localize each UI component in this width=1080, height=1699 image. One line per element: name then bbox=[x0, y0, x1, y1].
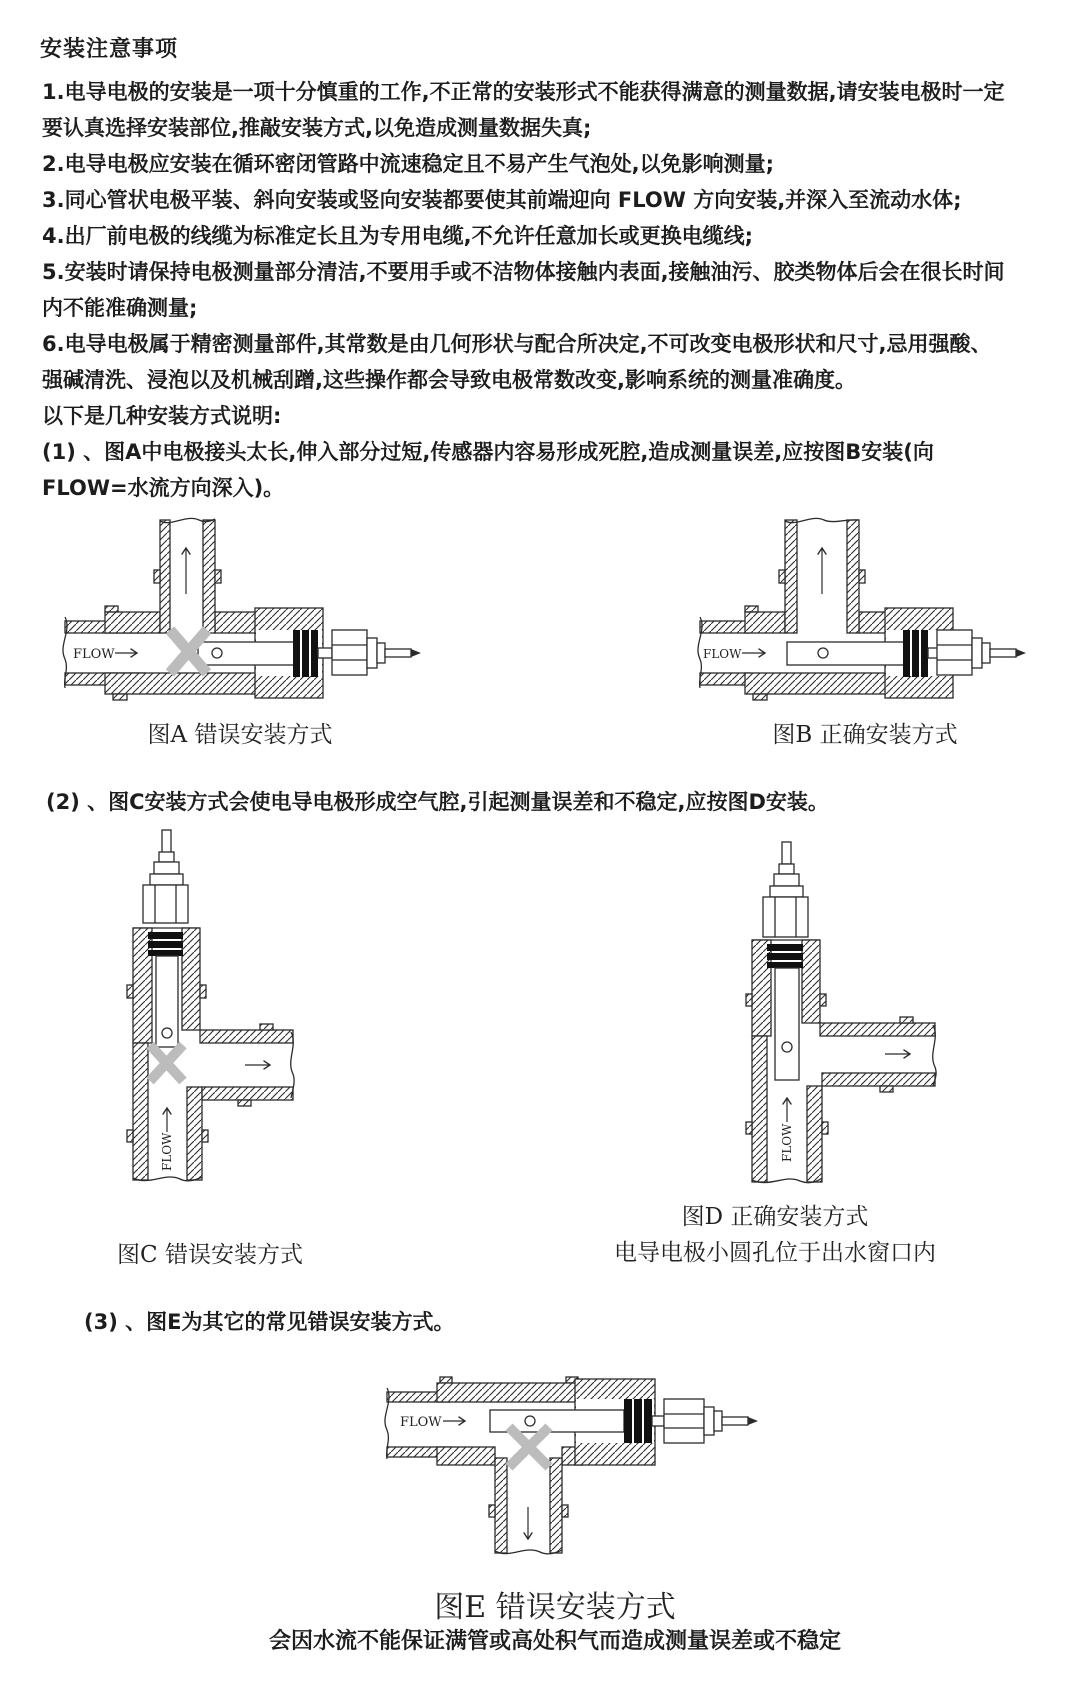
figure-c-diagram bbox=[110, 826, 310, 1186]
seal-rings bbox=[624, 1399, 652, 1443]
page-title: 安装注意事项 bbox=[40, 37, 179, 62]
note-line: (1) 、图A中电极接头太长,伸入部分过短,传感器内容易形成死腔,造成测量误差,应按图B安装(向 bbox=[42, 440, 934, 464]
figure-c-caption: 图C 错误安装方式 bbox=[117, 1242, 303, 1268]
note-line: 以下是几种安装方式说明: bbox=[42, 404, 282, 428]
figure-d-subcaption: 电导电极小圆孔位于出水窗口内 bbox=[614, 1240, 936, 1266]
cable-connector bbox=[972, 638, 1026, 668]
figure-e-caption: 图E 错误安装方式 bbox=[434, 1590, 676, 1625]
x-mark bbox=[150, 1045, 183, 1081]
figure-b-caption: 图B 正确安装方式 bbox=[772, 722, 958, 748]
cable-connector bbox=[704, 1407, 758, 1435]
electrode-hole bbox=[162, 1028, 172, 1038]
figure-e-diagram bbox=[370, 1375, 780, 1570]
figure-b-diagram bbox=[690, 512, 1040, 707]
figure-e-subcaption: 会因水流不能保证满管或高处积气而造成测量误差或不稳定 bbox=[268, 1629, 841, 1654]
seal-rings bbox=[293, 630, 318, 677]
pipe-assembly bbox=[63, 518, 323, 700]
note-line: 内不能准确测量; bbox=[42, 296, 198, 320]
seal-rings bbox=[903, 630, 928, 677]
pipe-assembly bbox=[385, 1377, 655, 1554]
hex-nut bbox=[664, 1399, 704, 1443]
cable-connector bbox=[367, 638, 421, 668]
electrode-hole bbox=[818, 648, 828, 658]
figure-d-diagram bbox=[700, 826, 950, 1186]
seal-rings bbox=[767, 944, 803, 968]
hex-nut bbox=[763, 897, 808, 937]
hex-nut bbox=[332, 630, 367, 675]
figure-a-diagram bbox=[55, 512, 425, 707]
note-line: 4.出厂前电极的线缆为标准定长且为专用电缆,不允许任意加长或更换电缆线; bbox=[42, 224, 753, 248]
figure-a-caption: 图A 错误安装方式 bbox=[147, 722, 333, 748]
electrode bbox=[490, 1399, 758, 1443]
note-line: 1.电导电极的安装是一项十分慎重的工作,不正常的安装形式不能获得满意的测量数据,请安装电极时一定 bbox=[42, 80, 1005, 104]
electrode-hole bbox=[525, 1416, 535, 1426]
notes-block bbox=[42, 74, 1047, 506]
electrode-top bbox=[143, 830, 188, 923]
x-mark bbox=[509, 1427, 549, 1467]
note-line: 强碱清洗、浸泡以及机械刮蹭,这些操作都会导致电极常数改变,影响系统的测量准确度。 bbox=[42, 368, 856, 392]
flow-label: FLOW bbox=[703, 647, 742, 661]
item-2-text: (2) 、图C安装方式会使电导电极形成空气腔,引起测量误差和不稳定,应按图D安装。 bbox=[46, 790, 829, 814]
figure-d-caption: 图D 正确安装方式 bbox=[681, 1204, 869, 1230]
note-line: FLOW=水流方向深入)。 bbox=[42, 476, 285, 500]
hex-nut bbox=[937, 630, 972, 675]
flow-label: FLOW bbox=[400, 1415, 442, 1430]
electrode bbox=[787, 630, 1026, 677]
flow-label: FLOW bbox=[73, 647, 115, 662]
electrode-top bbox=[763, 842, 808, 937]
hex-nut bbox=[143, 885, 188, 923]
note-line: 2.电导电极应安装在循环密闭管路中流速稳定且不易产生气泡处,以免影响测量; bbox=[42, 152, 774, 176]
seal-rings bbox=[148, 932, 183, 956]
note-line: 5.安装时请保持电极测量部分清洁,不要用手或不洁物体接触内表面,接触油污、胶类物体后会在很长时间 bbox=[42, 260, 1005, 284]
item-3-text: (3) 、图E为其它的常见错误安装方式。 bbox=[84, 1310, 455, 1334]
flow-label: FLOW bbox=[160, 1132, 174, 1171]
flow-label: FLOW bbox=[780, 1123, 794, 1162]
note-line: 3.同心管状电极平装、斜向安装或竖向安装都要使其前端迎向 FLOW 方向安装,并深入至流动水体; bbox=[42, 188, 962, 212]
note-line: 6.电导电极属于精密测量部件,其常数是由几何形状与配合所决定,不可改变电极形状和尺寸,忌用强酸、 bbox=[42, 332, 992, 356]
electrode bbox=[767, 944, 803, 1080]
electrode-hole bbox=[782, 1042, 792, 1052]
note-line: 要认真选择安装部位,推敲安装方式,以免造成测量数据失真; bbox=[42, 116, 592, 140]
electrode bbox=[148, 932, 183, 1047]
electrode-hole bbox=[212, 648, 222, 658]
